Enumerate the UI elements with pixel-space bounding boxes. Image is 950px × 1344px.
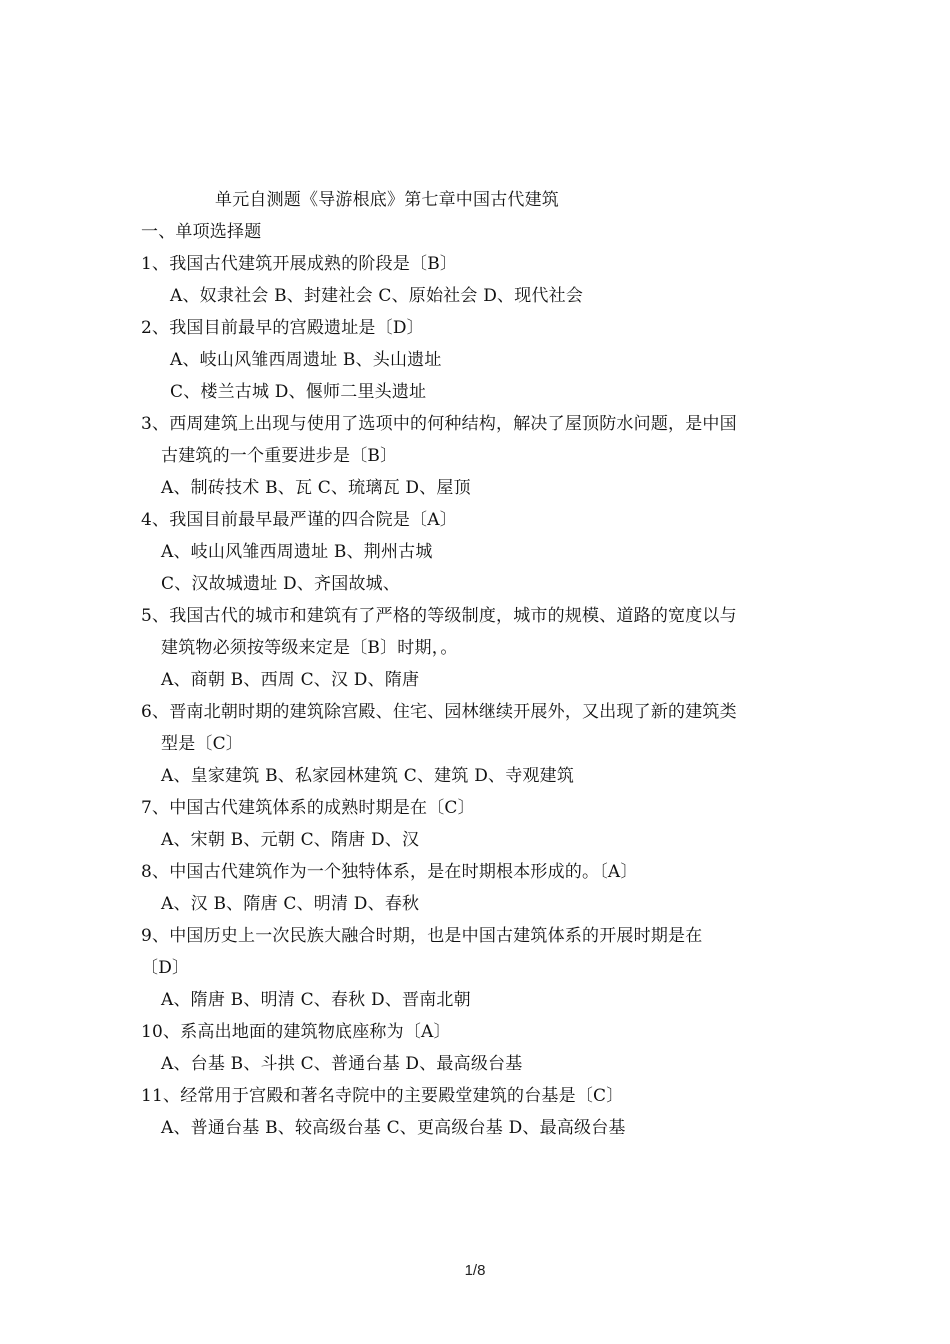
question-2-options: C、楼兰古城 D、偃师二里头遗址 bbox=[170, 382, 427, 402]
question-3-continued: 古建筑的一个重要进步是〔B〕 bbox=[161, 446, 398, 466]
question-5: 5、我国古代的城市和建筑有了严格的等级制度，城市的规模、道路的宽度以与 bbox=[141, 606, 737, 626]
document-title: 单元自测题《导游根底》第七章中国古代建筑 bbox=[215, 190, 559, 210]
question-9-continued: 〔D〕 bbox=[141, 958, 190, 978]
question-9-options: A、隋唐 B、明清 C、春秋 D、晋南北朝 bbox=[161, 990, 471, 1010]
question-3: 3、西周建筑上出现与使用了选项中的何种结构，解决了屋顶防水问题，是中国 bbox=[141, 414, 737, 434]
page-number: 1/8 bbox=[464, 1262, 486, 1279]
question-5-continued: 建筑物必须按等级来定是〔B〕时期，。 bbox=[161, 638, 458, 658]
question-7: 7、中国古代建筑体系的成熟时期是在〔C〕 bbox=[141, 798, 475, 818]
question-2-options: A、岐山风雏西周遗址 B、头山遗址 bbox=[170, 350, 442, 370]
question-6: 6、晋南北朝时期的建筑除宫殿、住宅、园林继续开展外，又出现了新的建筑类 bbox=[141, 702, 737, 722]
question-4: 4、我国目前最早最严谨的四合院是〔A〕 bbox=[141, 510, 457, 530]
question-4-options: C、汉故城遗址 D、齐国故城、 bbox=[161, 574, 401, 594]
question-2: 2、我国目前最早的宫殿遗址是〔D〕 bbox=[141, 318, 424, 338]
question-10-options: A、台基 B、斗拱 C、普通台基 D、最高级台基 bbox=[161, 1054, 523, 1074]
question-6-continued: 型是〔C〕 bbox=[161, 734, 244, 754]
question-8: 8、中国古代建筑作为一个独特体系，是在时期根本形成的。〔A〕 bbox=[141, 862, 638, 882]
question-1-options: A、奴隶社会 B、封建社会 C、原始社会 D、现代社会 bbox=[170, 286, 584, 306]
question-8-options: A、汉 B、隋唐 C、明清 D、春秋 bbox=[161, 894, 420, 914]
question-4-options: A、岐山风雏西周遗址 B、荆州古城 bbox=[161, 542, 433, 562]
section-heading: 一、单项选择题 bbox=[141, 222, 262, 242]
question-11-options: A、普通台基 B、较高级台基 C、更高级台基 D、最高级台基 bbox=[161, 1118, 626, 1138]
question-11: 11、经常用于宫殿和著名寺院中的主要殿堂建筑的台基是〔C〕 bbox=[141, 1086, 624, 1106]
question-10: 10、系高出地面的建筑物底座称为〔A〕 bbox=[141, 1022, 451, 1042]
question-6-options: A、皇家建筑 B、私家园林建筑 C、建筑 D、寺观建筑 bbox=[161, 766, 575, 786]
question-3-options: A、制砖技术 B、瓦 C、琉璃瓦 D、屋顶 bbox=[161, 478, 471, 498]
question-1: 1、我国古代建筑开展成熟的阶段是〔B〕 bbox=[141, 254, 458, 274]
question-5-options: A、商朝 B、西周 C、汉 D、隋唐 bbox=[161, 670, 420, 690]
question-9: 9、中国历史上一次民族大融合时期，也是中国古建筑体系的开展时期是在 bbox=[141, 926, 703, 946]
question-7-options: A、宋朝 B、元朝 C、隋唐 D、汉 bbox=[161, 830, 420, 850]
